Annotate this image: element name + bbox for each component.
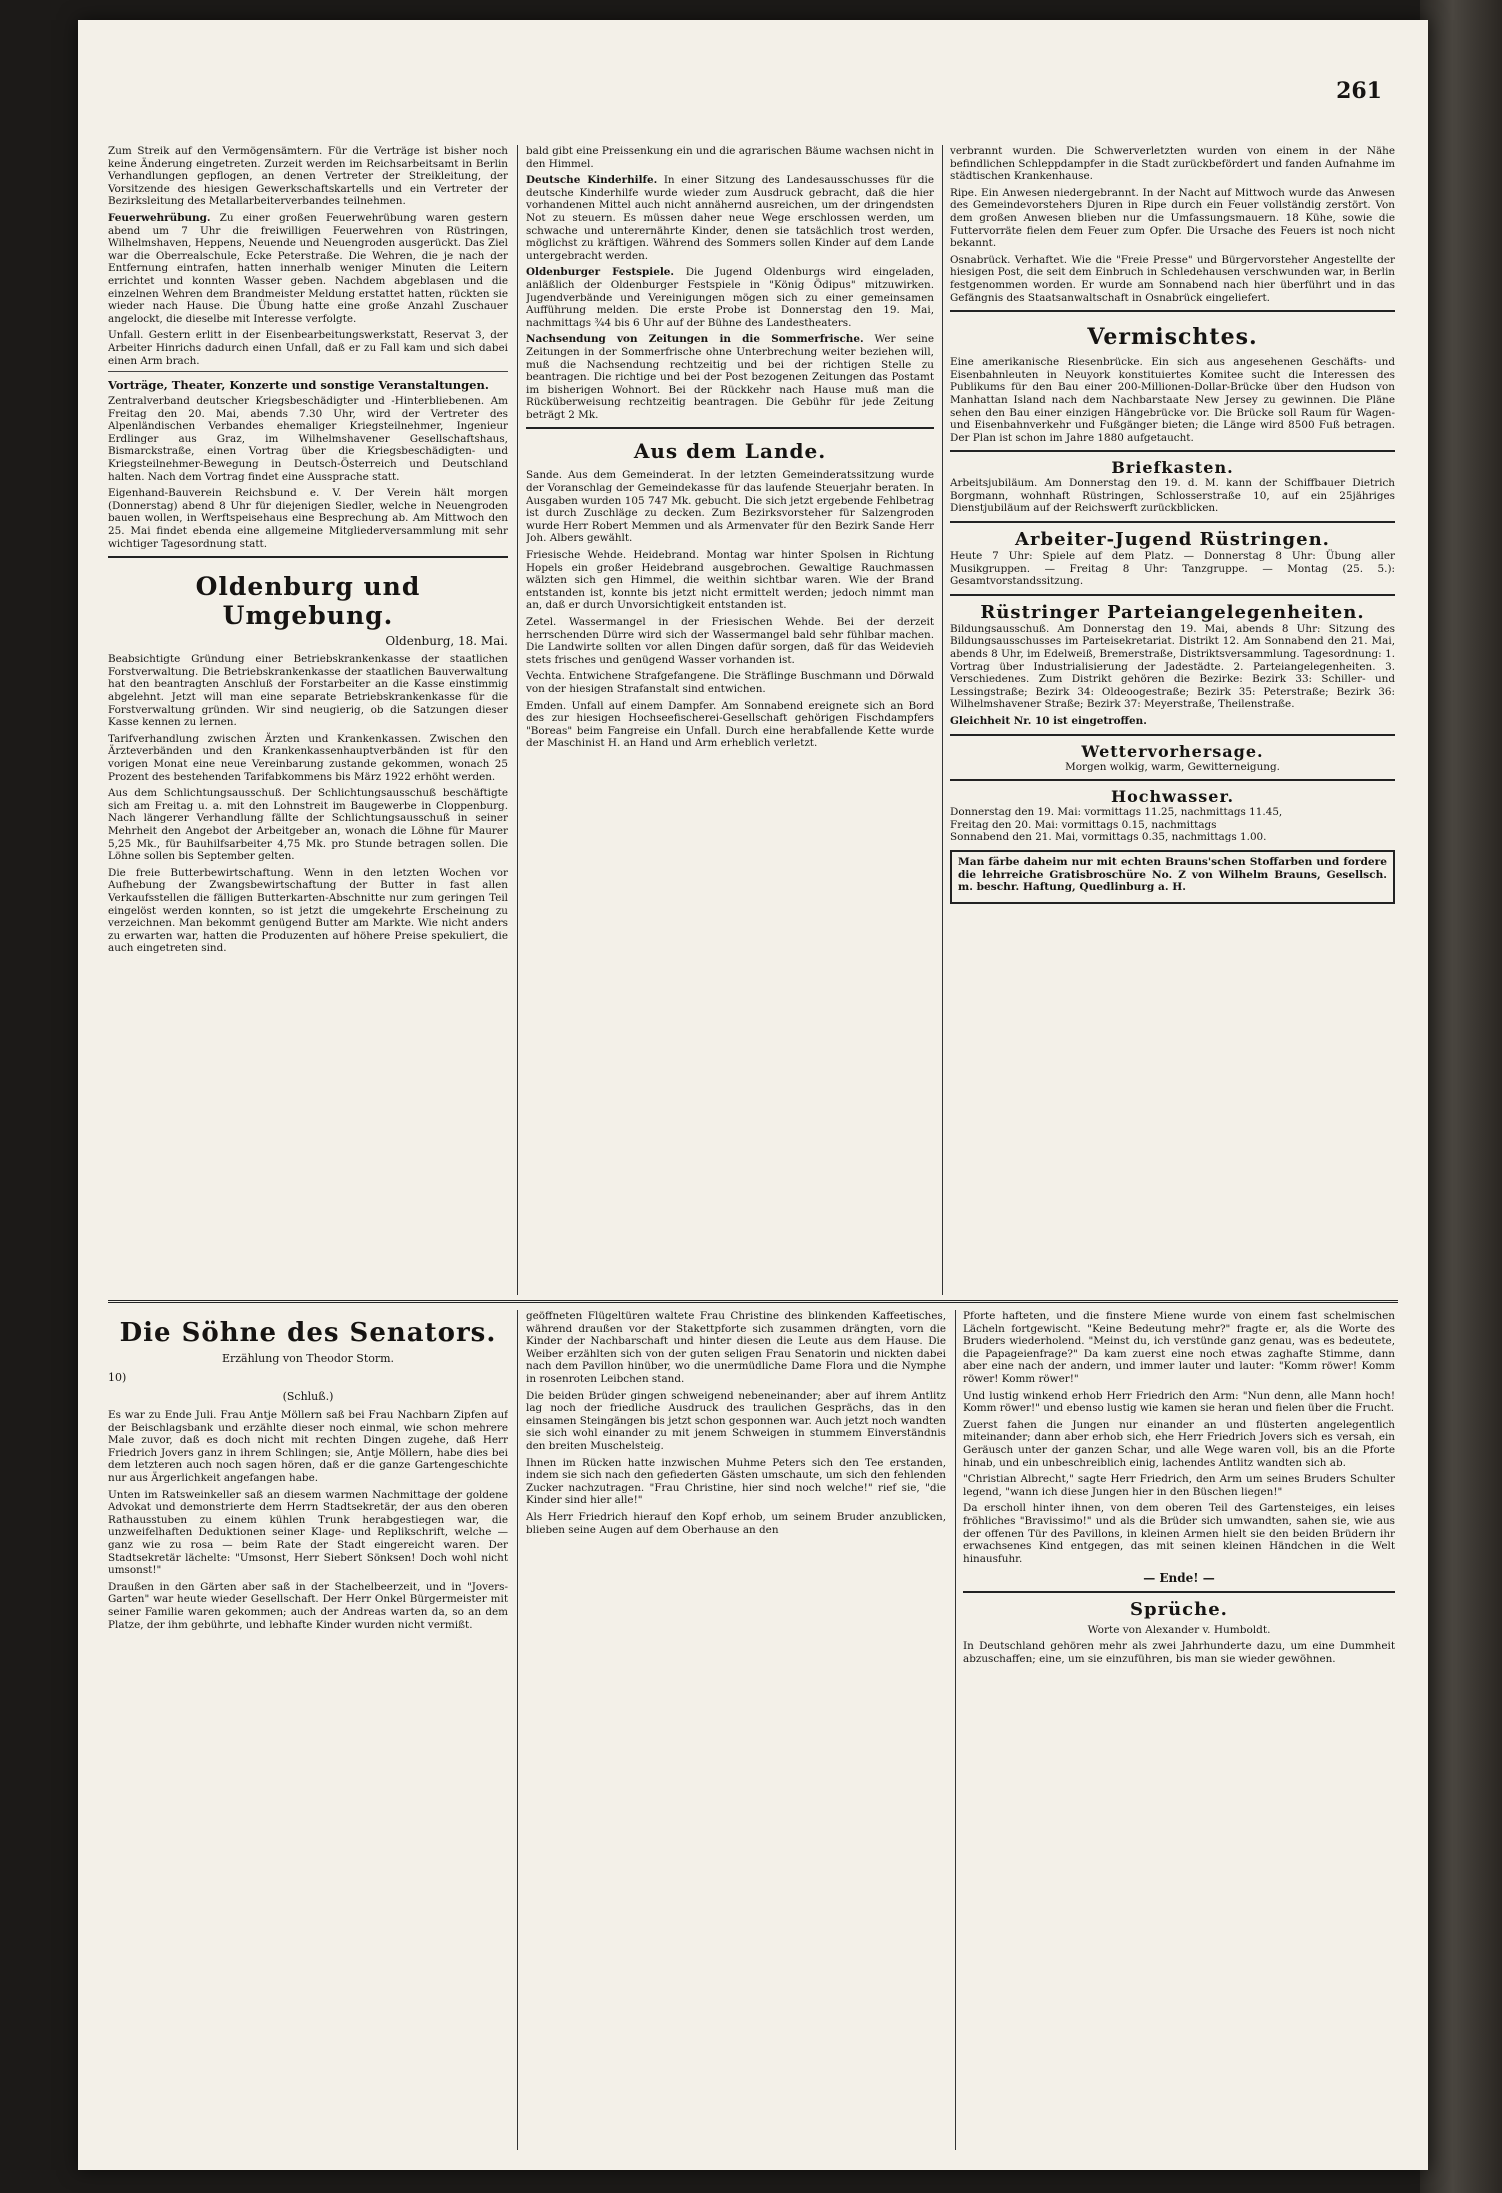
column-1 bbox=[108, 145, 508, 1295]
kinderhilfe-heading: Deutsche Kinderhilfe. bbox=[526, 174, 658, 187]
article-osnabrueck: Osnabrück. Verhaftet. Wie die "Freie Presse" und Bürgervorsteher Angestellte der hiesigen Post, die seit dem Einbruch in Schledehausen verschwunden war, in Berlin festgenommen worden. Er wurde am Sonnabend nach hier überführt und in das Gefängnis des Staatsanwaltschaft in Osnabrück eingeliefert. bbox=[950, 253, 1395, 304]
article-preise: bald gibt eine Preissenkung ein und die agrarischen Bäume wachsen nicht in den Himmel. bbox=[526, 145, 934, 170]
feuilleton-column-2 bbox=[526, 1310, 946, 2150]
column-rule bbox=[942, 145, 943, 1295]
festspiele-heading: Oldenburger Festspiele. bbox=[526, 266, 674, 279]
column-rule bbox=[517, 145, 518, 1295]
column-rule bbox=[517, 1310, 518, 2150]
hochwasser-line: Freitag den 20. Mai: vormittags 0.15, nachmittags bbox=[950, 818, 1217, 831]
column-rule bbox=[955, 1310, 956, 2150]
article-verbrannt: verbrannt wurden. Die Schwerverletzten wurden von einem in der Nähe befindlichen Schleppdampfer in die Stadt zurückbefördert und fanden Aufnahme im städtischen Krankenhause. bbox=[950, 145, 1395, 183]
ende-label: — Ende! — bbox=[1143, 1571, 1215, 1586]
divider bbox=[950, 521, 1395, 523]
article-krankenkasse: Beabsichtigte Gründung einer Betriebskrankenkasse der staatlichen Forstverwaltung. Die Betriebskrankenkasse der staatlichen Bauverwaltung hat den beantragten Anschluß der Forstarbeiter an die Kasse einstimmig abgelehnt. Jetzt will man eine separate Betriebskrankenkasse für die Forstverwaltung gründen. Wir sind neugierig, ob die Satzungen dieser Kasse kennen zu lernen. bbox=[108, 653, 508, 729]
schluss-label: (Schluß.) bbox=[282, 1390, 334, 1403]
article-wassermangel: Zetel. Wassermangel in der Friesischen Wehde. Bei der derzeit herrschenden Dürre wird sich der Wassermangel bald sehr fühlbar machen. Die Landwirte sollten vor allen Dingen dafür sorgen, daß für das Weidevieh stets frisches und genügend Wasser vorhanden ist. bbox=[526, 616, 934, 666]
feuilleton-divider bbox=[108, 1300, 1398, 1303]
feuilleton-byline: Erzählung von Theodor Storm. bbox=[221, 1352, 395, 1365]
article-vechta: Vechta. Entwichene Strafgefangene. Die Sträflinge Buschmann und Dörwald von der hiesigen Strafanstalt sind entwichen. bbox=[526, 670, 934, 695]
hochwasser-title: Hochwasser. bbox=[1110, 787, 1235, 807]
article-heidebrand: Friesische Wehde. Heidebrand. Montag war hinter Spolsen in Richtung Hopels ein großer Heidebrand ausgebrochen. Gewaltige Rauchmassen wälzten sich gen Himmel, die weithin sichtbar waren. Wie der Brand entstanden ist, konnte bis jetzt nicht ermittelt werden; jedoch nimmt man an, daß er durch Unvorsichtigkeit entstanden ist. bbox=[526, 549, 934, 612]
oldenburg-title: Oldenburg und Umgebung. bbox=[195, 572, 421, 631]
newspaper-page bbox=[78, 20, 1428, 2170]
column-2 bbox=[526, 145, 934, 1295]
feuerwehr-text: Zu einer großen Feuerwehrübung waren gestern abend um 7 Uhr die freiwilligen Feuerwehren von Rüstringen, Wilhelmshaven, Heppens, Neuende und Neuengroden ausgerückt. Das Ziel war die Oberrealschule, Ecke Peterstraße. Die Wehren, die je nach der Entfernung eintrafen, hatten innerhalb weniger Minuten die Leitern errichtet und konnten Wasser geben. Nachdem abgeblasen und die einzelnen Wehren dem Brandmeister Meldung erstattet hatten, rückten sie wieder nach Hause. Die Übung hatte eine große Anzahl Zuschauer angelockt, die dieselbe mit Interesse verfolgte. bbox=[108, 211, 508, 325]
kinderhilfe-text: In einer Sitzung des Landesausschusses für die deutsche Kinderhilfe wurde wieder zum Ausdruck gebracht, daß die hier vorhandenen Mittel auch nicht annähernd ausreichen, um der dringendsten Not zu steuern. Es müssen daher neue Wege erschlossen werden, um schwache und unterernährte Kinder, denen sie tatsächlich trost werden, möglichst zu kräftigen. Während des Sommers sollen Kinder auf dem Lande untergebracht werden. bbox=[526, 174, 934, 262]
article-tarif: Tarifverhandlung zwischen Ärzten und Krankenkassen. Zwischen den Ärzteverbänden und den Krankenkassenhauptverbänden ist für den vorigen Monat eine neue Vereinbarung zustande gekommen, wonach 25 Prozent des bestehenden Tarifabkommens bis März 1922 erhöht werden. bbox=[108, 732, 508, 783]
feuilleton-paragraph: Und lustig winkend erhob Herr Friedrich den Arm: "Nun denn, alle Mann hoch! Komm röwer!" und ebenso lustig wie kamen sie heran und fielen über die Frucht. bbox=[963, 1389, 1395, 1415]
eigenhand-text: Eigenhand-Bauverein Reichsbund e. V. Der Verein hält morgen (Donnerstag) abend 8 Uhr für diejenigen Siedler, welche in Neuengroden bauen wollen, in Werftspeisehaus eine Besprechung ab. Am Mittwoch den 25. Mai findet ebenda eine allgemeine Mitgliederversammlung mit sehr wichtiger Tagesordnung statt. bbox=[108, 487, 508, 550]
sprueche-title: Sprüche. bbox=[1130, 1599, 1228, 1621]
feuilleton-paragraph: "Christian Albrecht," sagte Herr Friedrich, den Arm um seines Bruders Schulter legend, "wann ich diese Jungen hier in den Büschen liegen!" bbox=[963, 1473, 1395, 1498]
feuilleton-paragraph: Unten im Ratsweinkeller saß an diesem warmen Nachmittage der goldene Advokat und demonstrierte dem Herrn Stadtsekretär, der aus den oberen Rathausstuben zu einem kühlen Trunk herabgestiegen war, die unzweifelhaften Deduktionen seiner Klage- und Replikschrift, welche — ganz wie zu rosa — beim Rate der Stadt eingereicht waren. Der Stadtsekretär lächelte: "Umsonst, Herr Siebert Sönksen! Doch wohl nicht umsonst!" bbox=[108, 1488, 508, 1577]
feuilleton-column-3 bbox=[963, 1310, 1395, 2150]
wetter-title: Wettervorhersage. bbox=[1081, 741, 1264, 761]
oldenburg-dateline: Oldenburg, 18. Mai. bbox=[385, 634, 508, 649]
feuilleton-paragraph: geöffneten Flügeltüren waltete Frau Christine des blinkenden Kaffeetisches, während draußen vor der Stakettpforte sich zusammen drängten, vorn die Kinder der Nachbarschaft und hinter diesen die Leute aus dem Hause. Die Weiber erzählten sich von der guten seligen Frau Senatorin und nickten dabei nach dem Pavillon hinüber, wo die unermüdliche Dame Flora und die Nymphe in rosenroten Leibchen stand. bbox=[526, 1310, 946, 1385]
article-emden: Emden. Unfall auf einem Dampfer. Am Sonnabend ereignete sich an Bord des zur hiesigen Hochseefischerei-Gesellschaft gehörigen Fischdampfers "Boreas" beim Fangreise ein Unfall. Durch eine herabfallende Kette wurde der Maschinist H. an Hand und Arm erheblich verletzt. bbox=[526, 699, 934, 750]
feuilleton-paragraph: Da erscholl hinter ihnen, von dem oberen Teil des Gartensteiges, ein leises fröhliches "Bravissimo!" und als die Brüder sich umwandten, sahen sie, wie aus der offenen Tür des Pavillons, in kleinen Armen hielt sie den beiden Brüdern ihr erwachsenes Kind entgegen, das mit seinen kleinen Händchen in die Welt hinausfuhr. bbox=[963, 1502, 1395, 1565]
sprueche-byline: Worte von Alexander v. Humboldt. bbox=[1087, 1624, 1271, 1637]
vortraege-text: Zentralverband deutscher Kriegsbeschädigter und -Hinterbliebenen. Am Freitag den 20. Mai, abends 7.30 Uhr, wird der Vertreter des Alpenländischen Verbandes ehemaliger Kriegsteilnehmer, Ingenieur Erdlinger aus Graz, im Wilhelmshavener Gesellschaftshaus, Bismarckstraße, einen Vortrag über die Kriegsbeschädigten- und Kriegsteilnehmer-Bewegung in Deutsch-Österreich und Deutschland halten. Nach dem Vortrag findet eine Aussprache statt. bbox=[108, 395, 508, 483]
feuilleton-paragraph: Es war zu Ende Juli. Frau Antje Möllern saß bei Frau Nachbarn Zipfen auf der Beischlagsbank und erzählte dieser noch einmal, wie schon mehrere Male zuvor, daß es doch nicht mit rechten Dingen zugehe, daß Herr Friedrich Jovers ganz in ihrem Schlingen; sie, Antje Möllern, habe dies bei dem letzteren auch noch sagen hören, daß er die ganze Gartengeschichte nur aus Ärgerlichkeit angefangen habe. bbox=[108, 1409, 508, 1484]
partei-text: Bildungsausschuß. Am Donnerstag den 19. Mai, abends 8 Uhr: Sitzung des Bildungsausschusses im Parteisekretariat. Distrikt 12. Am Sonnabend den 21. Mai, abends 8 Uhr, im Edelweiß, Bremerstraße, Distriktsversammlung. Tagesordnung: 1. Vortrag über Industrialisierung der Jadestädte. 2. Parteiangelegenheiten. 3. Verschiedenes. Zum Distrikt gehören die Bezirke: Bezirk 33: Schiller- und Lessingstraße; Bezirk 34: Oldeoogestraße; Bezirk 35: Peterstraße; Bezirk 36: Wilhelmshavener Straße; Bezirk 37: Meyerstraße, Theilenstraße. bbox=[950, 622, 1395, 711]
page-number: 261 bbox=[1336, 78, 1382, 104]
column-3 bbox=[950, 145, 1395, 1295]
vermischtes-title: Vermischtes. bbox=[1087, 324, 1258, 351]
article-streik: Zum Streik auf den Vermögensämtern. Für die Verträge ist bisher noch keine Änderung eingetreten. Zurzeit werden im Reichsarbeitsamt in Berlin Verhandlungen gepflogen, an denen Vertreter der Streikleitung, der Vorsitzende des hiesigen Gewerkschaftskartells und ein Vertreter der Bezirksleitung des Metallarbeiterverbandes teilnehmen. bbox=[108, 145, 508, 208]
book-binding bbox=[1420, 0, 1502, 2193]
hochwasser-line: Sonnabend den 21. Mai, vormittags 0.35, nachmittags 1.00. bbox=[950, 831, 1267, 844]
feuilleton-paragraph: Zuerst fahen die Jungen nur einander an und flüsterten angelegentlich miteinander; dann aber erhob sich, ehe Herr Friedrich Jovers sich es versah, ein Geräusch unter der ganzen Schar, und alle Wege waren voll, bis an die Pforte hinab, und ein unbeschreiblich einig, lachendes Antlitz wandten sich ab. bbox=[963, 1418, 1395, 1469]
advertisement-box bbox=[950, 850, 1395, 904]
divider bbox=[950, 734, 1395, 736]
feuilleton-paragraph: Pforte hafteten, und die finstere Miene wurde von einem fast schelmischen Lächeln fortgewischt. "Keine Bedeutung mehr?" fragte er, als die Worte des Bruders wiederholend. "Meinst du, ich verstünde ganz genau, was es bedeutete, die Papageienfrage?" Da kam zuerst eine noch etwas zaghafte Stimme, dann aber eine nach der andern, und immer lauter und lauter: "Komm röwer! Komm röwer! Komm röwer!" bbox=[963, 1310, 1395, 1385]
installment-number: 10) bbox=[108, 1371, 127, 1384]
article-butter: Die freie Butterbewirtschaftung. Wenn in den letzten Wochen vor Aufhebung der Zwangsbewirtschaftung der Butter in fast allen Verkaufsstellen die fälligen Butterkarten-Abschnitte nur zum geringen Teil eingelöst werden konnten, so ist jetzt die umgekehrte Erscheinung zu verzeichnen. Man bekommt genügend Butter am Markte. Wie nicht anders zu erwarten war, hatten die Produzenten auf höhere Preise spekuliert, die auch eingetreten sind. bbox=[108, 866, 508, 955]
feuilleton-title: Die Söhne des Senators. bbox=[119, 1318, 497, 1348]
vortraege-heading: Vorträge, Theater, Konzerte und sonstige Veranstaltungen. bbox=[108, 378, 489, 393]
jugend-title: Arbeiter-Jugend Rüstringen. bbox=[1015, 529, 1330, 551]
gleichheit-text: Gleichheit Nr. 10 ist eingetroffen. bbox=[950, 715, 1147, 727]
feuilleton-paragraph: Ihnen im Rücken hatte inzwischen Muhme Peters sich den Tee erstanden, indem sie sich nach den gefiederten Gästen umschaute, um sich den fehlenden Zucker nachzutragen. "Frau Christine, hier sind noch welche!" rief sie, "die Kinder sind hier alle!" bbox=[526, 1456, 946, 1507]
divider bbox=[950, 779, 1395, 781]
divider bbox=[963, 1591, 1395, 1593]
briefkasten-title: Briefkasten. bbox=[1111, 458, 1234, 478]
wetter-text: Morgen wolkig, warm, Gewitterneigung. bbox=[1065, 760, 1280, 773]
divider bbox=[108, 371, 508, 372]
festspiele-text: Die Jugend Oldenburgs wird eingeladen, anläßlich der Oldenburger Festspiele in "König Ödipus" mitzuwirken. Jugendverbände und Vereinigungen mögen sich zu einer gemeinsamen Aufführung melden. Die erste Probe ist Donnerstag den 19. Mai, nachmittags ¾4 bis 6 Uhr auf der Bühne des Landestheaters. bbox=[526, 266, 934, 329]
feuilleton-column-1 bbox=[108, 1310, 508, 2150]
article-bruecke: Eine amerikanische Riesenbrücke. Ein sich aus angesehenen Geschäfts- und Eisenbahnleuten in Neuyork konstituiertes Komitee sucht die Interessen des Publikums für den Bau einer 200-Millionen-Dollar-Brücke über den Hudson von Manhattan Island nach dem Nachbarstaate New Jersey zu gewinnen. Die Pläne sehen den Bau einer einzigen Hängebrücke vor. Die Brücke soll Raum für Wagen- und Eisenbahnverkehr und Fußgänger bieten; die Länge wird 8500 Fuß betragen. Der Plan ist schon im Jahre 1880 aufgetaucht. bbox=[950, 356, 1395, 444]
divider bbox=[950, 594, 1395, 596]
article-sande: Sande. Aus dem Gemeinderat. In der letzten Gemeinderatssitzung wurde der Voranschlag der Gemeindekasse für das laufende Steuerjahr beraten. In Ausgaben wurden 105 747 Mk. gebucht. Die sich jetzt ergebende Fehlbetrag ist durch Zuschläge zu decken. Zum Bezirksvorsteher für Salzengroden wurde Herr Robert Memmen und als Armenvater für den Bezirk Sande Herr Joh. Albers gewählt. bbox=[526, 469, 934, 545]
feuilleton-paragraph: Als Herr Friedrich hierauf den Kopf erhob, um seinem Bruder anzublicken, blieben seine Augen auf dem Oberhause an den bbox=[526, 1510, 946, 1536]
jugend-text: Heute 7 Uhr: Spiele auf dem Platz. — Donnerstag 8 Uhr: Übung aller Musikgruppen. — Freitag 8 Uhr: Tanzgruppe. — Montag (25. 5.): Gesamtvorstandssitzung. bbox=[950, 550, 1395, 588]
article-ripe: Ripe. Ein Anwesen niedergebrannt. In der Nacht auf Mittwoch wurde das Anwesen des Gemeindevorstehers Djuren in Ripe durch ein Feuer vollständig zerstört. Von dem großen Anwesen blieben nur die Umfassungsmauern. 18 Kühe, sowie die Futtervorräte fielen dem Feuer zum Opfer. Die Ursache des Feuers ist noch nicht bekannt. bbox=[950, 186, 1395, 250]
hochwasser-line: Donnerstag den 19. Mai: vormittags 11.25, nachmittags 11.45, bbox=[950, 806, 1283, 819]
aus-dem-lande-title: Aus dem Lande. bbox=[633, 439, 827, 464]
feuilleton-paragraph: Die beiden Brüder gingen schweigend nebeneinander; aber auf ihrem Antlitz lag noch der friedliche Ausdruck des traulichen Gesprächs, das in den einsamen Steingängen bis jetzt schon gesponnen war. Auch jetzt noch wandten sie sich wohl einander zu mit jenem Schweigen in stummem Einverständnis den breiten Muschelsteig. bbox=[526, 1389, 946, 1452]
partei-title: Rüstringer Parteiangelegenheiten. bbox=[980, 601, 1365, 623]
divider bbox=[108, 556, 508, 558]
sprueche-text: In Deutschland gehören mehr als zwei Jahrhunderte dazu, um eine Dummheit abzuschaffen; eine, um sie einzuführen, bis man sie wieder gewöhnen. bbox=[963, 1640, 1395, 1665]
divider bbox=[950, 450, 1395, 452]
divider bbox=[950, 310, 1395, 312]
advertisement-text: Man färbe daheim nur mit echten Brauns'schen Stoffarben und fordere die lehrreiche Gratisbroschüre No. Z von Wilhelm Brauns, Gesellsch. m. beschr. Haftung, Quedlinburg a. H. bbox=[958, 855, 1387, 894]
briefkasten-text: Arbeitsjubiläum. Am Donnerstag den 19. d. M. kann der Schiffbauer Dietrich Borgmann, wohnhaft Rüstringen, Schlosserstraße 10, auf ein 25jähriges Dienstjubiläum auf der Reichswerft zurückblicken. bbox=[950, 477, 1395, 515]
article-schlichtung: Aus dem Schlichtungsausschuß. Der Schlichtungsausschuß beschäftigte sich am Freitag u. a. mit den Lohnstreit im Baugewerbe in Cloppenburg. Nach längerer Verhandlung fällte der Schlichtungsausschuß in seiner Mehrheit den Angebot der Arbeitgeber an, wonach die Löhne für Maurer 5,25 Mk., für Bauhilfsarbeiter 4,75 Mk. pro Stunde betragen sollen. Die Löhne sollen bis September gelten. bbox=[108, 787, 508, 863]
article-unfall: Unfall. Gestern erlitt in der Eisenbearbeitungswerkstatt, Reservat 3, der Arbeiter Hinrichs dadurch einen Unfall, daß er zu Fall kam und sich dabei einen Arm brach. bbox=[108, 329, 508, 367]
divider bbox=[526, 427, 934, 429]
feuilleton-paragraph: Draußen in den Gärten aber saß in der Stachelbeerzeit, und in "Jovers-Garten" war heute wieder Gesellschaft. Der Herr Onkel Bürgermeister mit seiner Familie waren gekommen; auch der Andreas warten da, so an dem Platze, der ihm gebührte, und lebhafte Kinder wurden nicht vermißt. bbox=[108, 1580, 508, 1631]
zeitungen-heading: Nachsendung von Zeitungen in die Sommerfrische. bbox=[526, 333, 864, 346]
feuerwehr-heading: Feuerwehrübung. bbox=[108, 211, 211, 224]
zeitungen-text: Wer seine Zeitungen in der Sommerfrische ohne Unterbrechung weiter beziehen will, muß die Nachsendung rechtzeitig und bei der richtigen Stelle zu beantragen. Die richtige und bei der Post bezogenen Zeitungen das Postamt im bisherigen Wohnort. Bei der Rückkehr nach Hause muß man die Rücküberweisung rechtzeitig beantragen. Die Gebühr für jede Zeitung beträgt 2 Mk. bbox=[526, 333, 934, 421]
